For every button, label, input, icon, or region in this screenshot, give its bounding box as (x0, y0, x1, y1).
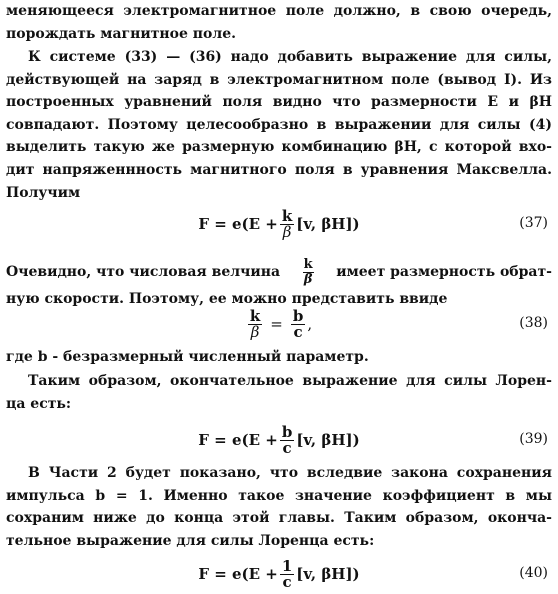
fraction-denominator: c (282, 438, 292, 457)
equation-number: (39) (519, 431, 548, 447)
paragraph-5 (6, 370, 552, 415)
inline-fraction (303, 258, 314, 287)
equation-lhs: F = e(E + (198, 565, 278, 583)
text-line: Получим (6, 184, 81, 201)
fraction-denominator: β (282, 222, 292, 241)
text-line: К системе (33) — (36) надо добавить выражение для силы, (28, 49, 552, 65)
paragraph-2 (6, 46, 552, 204)
equation-fraction (291, 306, 306, 341)
equation-rhs: [v, βH]) (296, 431, 360, 449)
text-line: дит напряженнность магнитного поля в уравнения Максвелла. (6, 161, 552, 178)
paragraph-6 (6, 462, 552, 552)
fraction-numerator: k (281, 206, 293, 225)
text-line: тельное выражение для силы Лоренца есть: (6, 532, 375, 549)
equation-lhs: F = e(E + (198, 215, 278, 233)
equation-number: (38) (519, 315, 548, 331)
equation-tail: , (307, 315, 313, 333)
fraction-denominator: c (282, 572, 292, 591)
text-line: действующей на заряд в электромагнитном поле (вывод I). Из (6, 71, 552, 88)
equation-rhs: [v, βH]) (296, 565, 360, 583)
paragraph-3 (6, 256, 552, 311)
text-line: ца есть: (6, 395, 72, 412)
equation-38 (0, 304, 558, 344)
text-line: ную скорости. Поэтому, ее можно представить ввиде (6, 291, 448, 307)
fraction-denominator: c (293, 322, 303, 341)
text-line: где b - безразмерный численный параметр. (6, 349, 369, 365)
text-line: Таким образом, окончательное выражение для силы Лорен- (28, 373, 552, 389)
equation-40 (0, 554, 558, 594)
fraction-numerator: b (292, 306, 304, 325)
equation-fraction (248, 306, 262, 341)
text-line: построенных уравнений поля видно что размерности E и βH (6, 94, 552, 111)
equation-fraction (280, 422, 295, 457)
text-line: порождать магнитное поле. (6, 25, 237, 42)
equation-formula (0, 554, 558, 594)
equation-formula (0, 304, 558, 344)
text-fragment: Очевидно, что числовая велчина (6, 263, 281, 280)
paragraph-4 (6, 346, 552, 369)
fraction-denominator: β (303, 271, 313, 287)
equation-number: (40) (519, 565, 548, 581)
text-fragment: имеет размерность обрат- (336, 263, 552, 280)
equation-fraction (280, 206, 294, 241)
text-line: совпадают. Поэтому целесообразно в выражении для силы (4) (6, 116, 552, 133)
paragraph-1 (6, 0, 552, 45)
equals-sign: = (270, 315, 283, 333)
equation-39 (0, 420, 558, 460)
fraction-denominator: β (250, 322, 260, 341)
equation-lhs: F = e(E + (198, 431, 278, 449)
fraction-numerator: 1 (281, 556, 293, 575)
equation-rhs: [v, βH]) (296, 215, 360, 233)
equation-number: (37) (519, 215, 548, 231)
fraction-numerator: b (281, 422, 293, 441)
equation-37 (0, 204, 558, 244)
equation-formula (0, 204, 558, 244)
fraction-numerator: k (303, 256, 313, 272)
equation-formula (0, 420, 558, 460)
text-line: импульса b = 1. Именно такое значение коэффициент в мы (6, 487, 552, 504)
text-line-with-fraction (6, 256, 552, 288)
text-line: В Части 2 будет показано, что вследвие закона сохранения (28, 465, 552, 481)
text-line: выделить такую же размерную комбинацию βH, с которой вхо- (6, 139, 552, 156)
equation-fraction (280, 556, 294, 591)
text-line: меняющееся электромагнитное поле должно, в свою очередь, (6, 3, 552, 19)
fraction-numerator: k (249, 306, 261, 325)
text-line: сохраним ниже до конца этой главы. Таким образом, оконча- (6, 510, 552, 527)
